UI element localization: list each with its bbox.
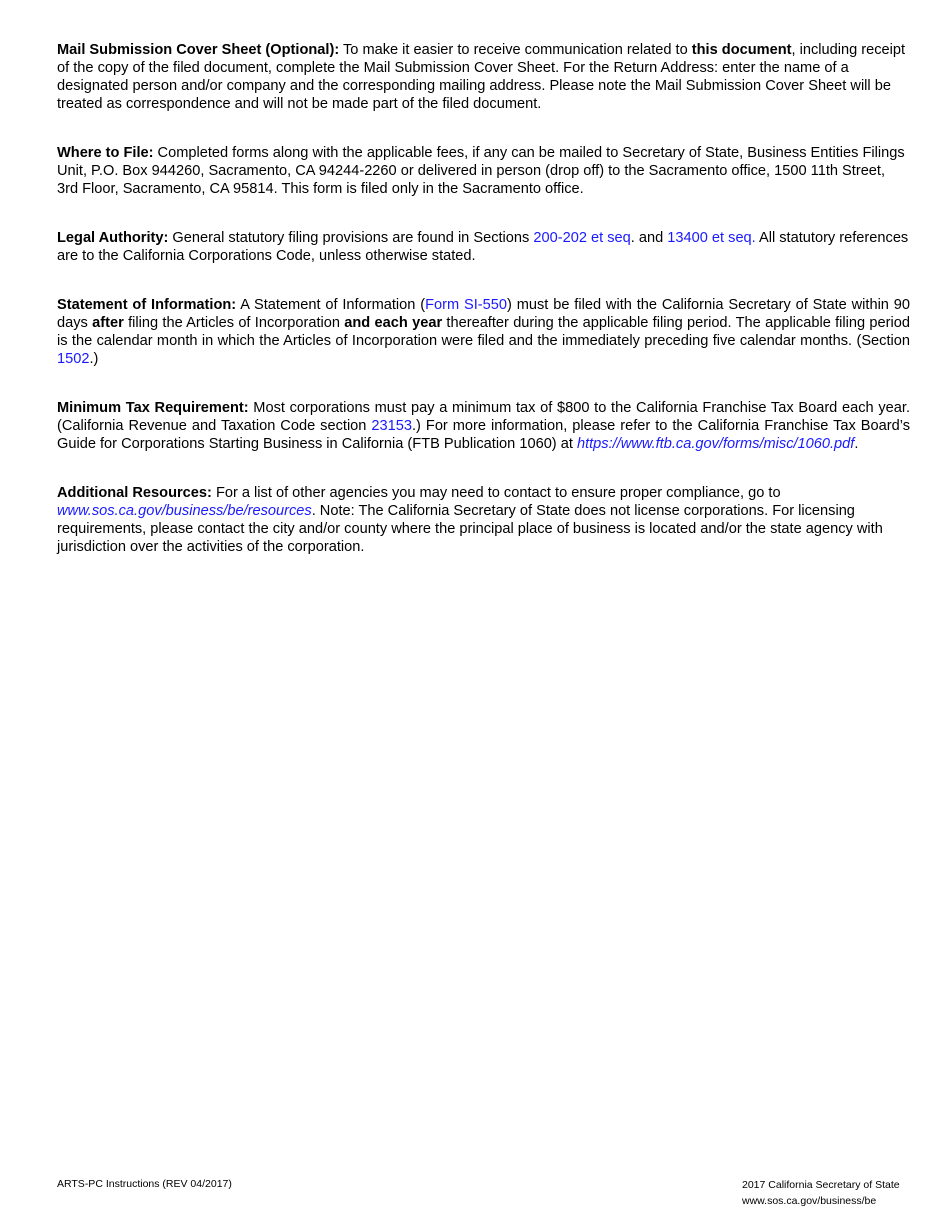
footer-website: www.sos.ca.gov/business/be [742, 1195, 877, 1207]
form-revision-footer: ARTS-PC Instructions (REV 04/2017) [57, 1178, 232, 1190]
each-year-emphasis: and each year [344, 315, 443, 331]
this-document-emphasis: this document [691, 42, 792, 58]
minimum-tax-text-3: . [854, 436, 859, 452]
statement-of-information-heading: Statement of Information: [57, 297, 237, 313]
statement-text-3: filing the Articles of Incorporation [123, 315, 345, 331]
additional-resources-section [57, 484, 910, 556]
statement-text-2: ) must be filed with the California Secretary of State within 90 days [57, 297, 911, 331]
sos-resources-link[interactable]: www.sos.ca.gov/business/be/resources [57, 503, 312, 519]
minimum-tax-section [57, 399, 910, 453]
mail-submission-text-cont: , including receipt of the copy of the filed document, complete the Mail Submission Cover Sheet. For the Return Address: enter the name of a designated person and/or company and the corresponding mailing address. Please note the Mail Submission Cover Sheet will be treated as correspondence and will not be made part of the filed document. [57, 42, 906, 112]
mail-submission-heading: Mail Submission Cover Sheet (Optional): [57, 42, 340, 58]
additional-resources-text: For a list of other agencies you may need to contact to ensure proper compliance, go to [211, 485, 781, 501]
where-to-file-section [57, 144, 910, 198]
minimum-tax-text-2: .) For more information, please refer to the California Franchise Tax Board’s Guide for Corporations Starting Business in California (FTB Publication 1060) at [57, 418, 910, 452]
where-to-file-text: Completed forms along with the applicable fees, if any can be mailed to Secretary of State, Business Entities Filings Unit, P.O. Box 944260, Sacramento, CA 94244-2260 or delivered in person (drop off) to the Sacramento office, 1500 11th Street, 3rd Floor, Sacramento, CA 95814. This form is filed only in the Sacramento office. [57, 145, 905, 197]
minimum-tax-text: Most corporations must pay a minimum tax of $800 to the California Franchise Tax Board each year. (California Revenue and Taxation Code section [57, 400, 910, 434]
sections-13400-link[interactable]: 13400 et seq. [667, 230, 756, 246]
copyright-footer [742, 1177, 900, 1209]
additional-resources-heading: Additional Resources: [57, 485, 212, 501]
statement-of-information-section [57, 296, 910, 368]
where-to-file-heading: Where to File: [57, 145, 154, 161]
after-emphasis: after [92, 315, 124, 331]
legal-authority-text: General statutory filing provisions are found in Sections [168, 230, 534, 246]
legal-authority-text-cont: All statutory references are to the California Corporations Code, unless otherwise stated. [57, 230, 909, 264]
statement-text-5: .) [89, 351, 99, 367]
legal-authority-section [57, 229, 910, 265]
minimum-tax-heading: Minimum Tax Requirement: [57, 400, 249, 416]
form-si-550-link[interactable]: Form SI-550 [425, 297, 508, 313]
legal-authority-text-and: . and [630, 230, 668, 246]
additional-resources-text-2: . Note: The California Secretary of State does not license corporations. For licensing requirements, please contact the city and/or county where the principal place of business is located and/or the state agency with jurisdiction over the activities of the corporation. [57, 503, 883, 555]
copyright-line: 2017 California Secretary of State [742, 1179, 900, 1191]
legal-authority-heading: Legal Authority: [57, 230, 169, 246]
statement-text-4: thereafter during the applicable filing period. The applicable filing period is the calendar month in which the Articles of Incorporation were filed and the immediately preceding five calendar months. (Section [57, 315, 910, 349]
section-23153-link[interactable]: 23153 [371, 418, 412, 434]
mail-submission-section [57, 41, 910, 113]
mail-submission-text: To make it easier to receive communication related to [339, 42, 692, 58]
instructions-body [57, 41, 910, 587]
sections-200-202-link[interactable]: 200-202 et seq [533, 230, 631, 246]
section-1502-link[interactable]: 1502 [57, 351, 90, 367]
statement-text: A Statement of Information ( [236, 297, 426, 313]
ftb-publication-link[interactable]: https://www.ftb.ca.gov/forms/misc/1060.pdf [576, 436, 855, 452]
